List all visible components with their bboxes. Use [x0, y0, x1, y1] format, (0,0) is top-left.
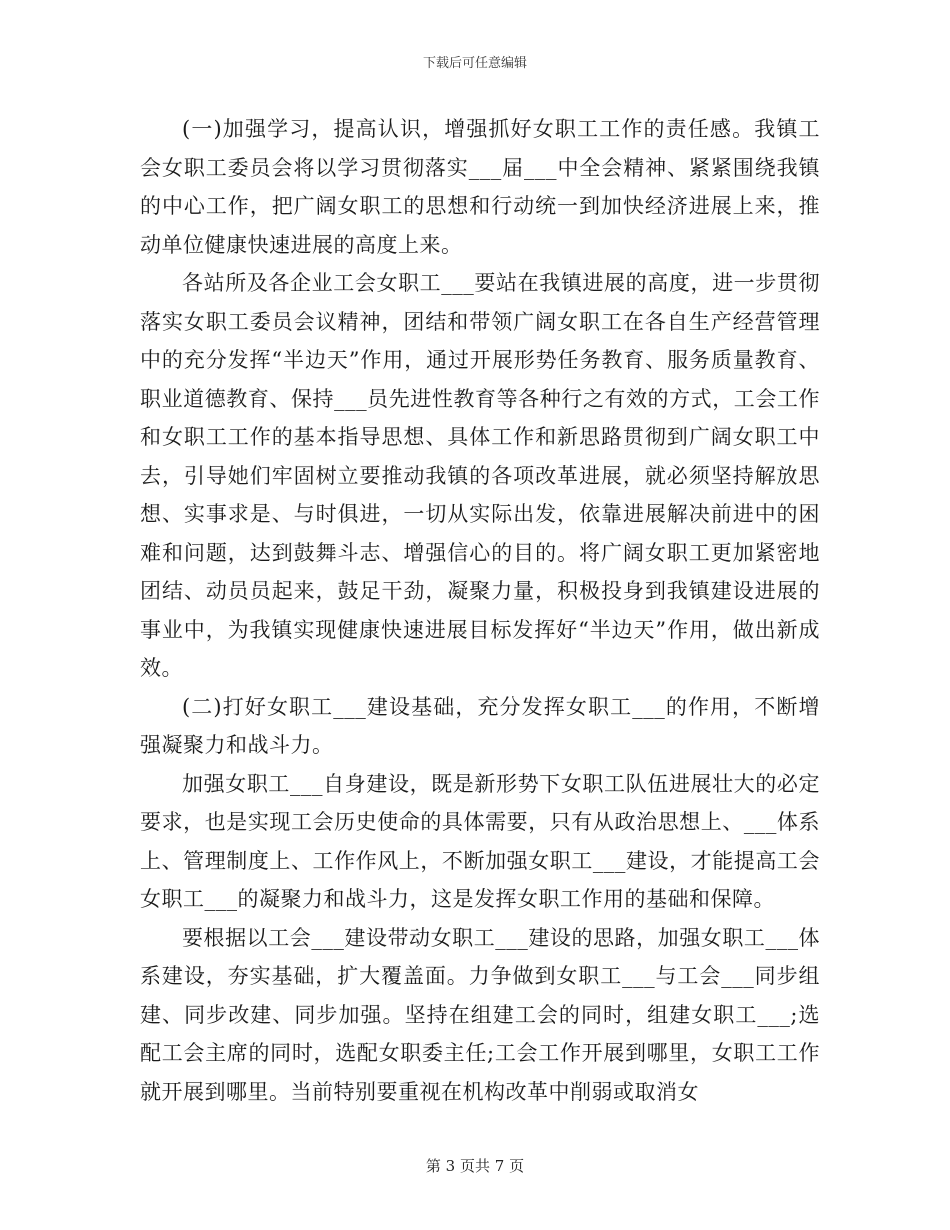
paragraph-3: (二)打好女职工___建设基础，充分发挥女职工___的作用，不断增强凝聚力和战斗力。 [140, 694, 820, 757]
page-number-footer: 第 3 页共 7 页 [425, 1157, 525, 1175]
paragraph-1: (一)加强学习，提高认识，增强抓好女职工工作的责任感。我镇工会女职工委员会将以学习贯彻落实___届___中全会精神、紧紧围绕我镇的中心工作，把广阔女职工的思想和行动统一到加快经济进展上来，推动单位健康快速进展的高度上来。 [140, 117, 820, 257]
paragraph-4: 加强女职工___自身建设，既是新形势下女职工队伍进展壮大的必定要求，也是实现工会历史使命的具体需要，只有从政治思想上、___体系上、管理制度上、工作作风上，不断加强女职工___建设，才能提高工会女职工___的凝聚力和战斗力，这是发挥女职工作用的基础和保障。 [140, 771, 820, 911]
document-body [140, 110, 820, 1111]
paragraph-2: 各站所及各企业工会女职工___要站在我镇进展的高度，进一步贯彻落实女职工委员会议精神，团结和带领广阔女职工在各自生产经营管理中的充分发挥“半边天”作用，通过开展形势任务教育、服务质量教育、职业道德教育、保持___员先进性教育等各种行之有效的方式，工会工作和女职工工作的基本指导思想、具体工作和新思路贯彻到广阔女职工中去，引导她们牢固树立要推动我镇的各项改革进展，就必须坚持解放思想、实事求是、与时俱进，一切从实际出发，依靠进展解决前进中的困难和问题，达到鼓舞斗志、增强信心的目的。将广阔女职工更加紧密地团结、动员员起来，鼓足干劲，凝聚力量，积极投身到我镇建设进展的事业中，为我镇实现健康快速进展目标发挥好“半边天”作用，做出新成效。 [140, 271, 820, 680]
paragraph-5: 要根据以工会___建设带动女职工___建设的思路，加强女职工___体系建设，夯实基础，扩大覆盖面。力争做到女职工___与工会___同步组建、同步改建、同步加强。坚持在组建工会的同时，组建女职工___;选配工会主席的同时，选配女职委主任;工会工作开展到哪里，女职工工作就开展到哪里。当前特别要重视在机构改革中削弱或取消女 [140, 925, 820, 1104]
page-header: 下载后可任意编辑 [422, 56, 527, 71]
